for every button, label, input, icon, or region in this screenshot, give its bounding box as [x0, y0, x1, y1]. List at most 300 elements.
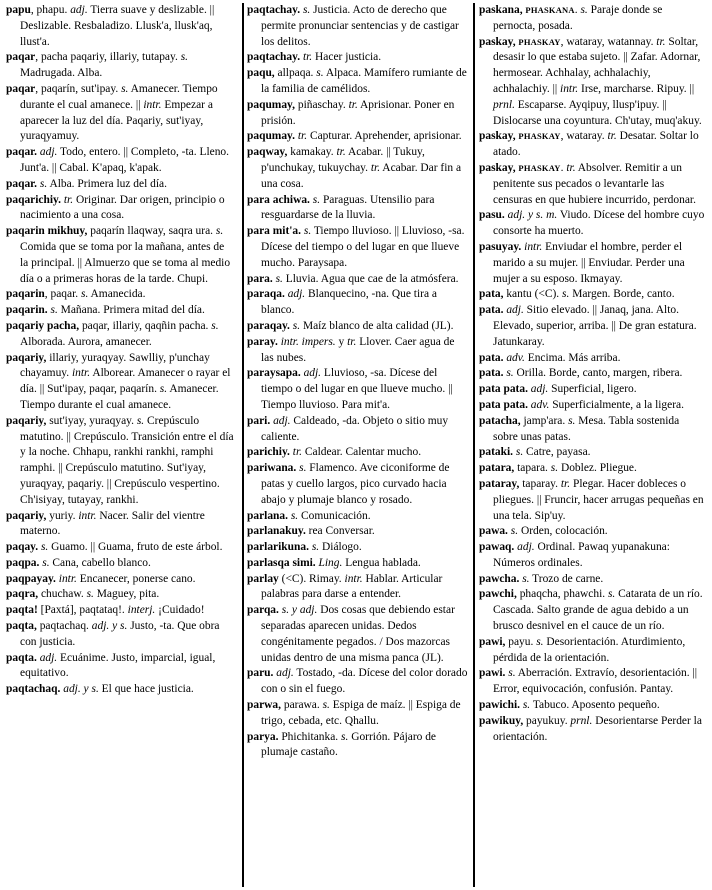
- entry-text: Originar. Dar origen, principio o nacimiento a una cosa.: [20, 193, 225, 222]
- grammar-label: intr. impers.: [280, 335, 336, 348]
- entry-text: payu.: [505, 635, 537, 648]
- dictionary-entry: [247, 335, 468, 367]
- entry-headword: pata pata.: [479, 398, 528, 411]
- grammar-label: tr.: [560, 477, 571, 490]
- grammar-label: tr.: [607, 130, 617, 143]
- entry-text: jamp'ara.: [520, 414, 569, 427]
- entry-text: Plegar. Hacer dobleces o pliegues. || Fruncir, hacer arrugas pequeñas en una tela. Sip'uy.: [493, 477, 704, 522]
- column-divider: [242, 3, 244, 887]
- grammar-label: intr.: [78, 509, 97, 522]
- entry-text: Viudo. Dícese del hombre cuyo consorte ha muerto.: [493, 209, 705, 238]
- entry-text: paqtachaq.: [36, 620, 92, 633]
- variant-smallcaps: PHASKAY: [518, 36, 561, 47]
- entry-headword: parwa,: [247, 699, 281, 712]
- entry-text: Ordinal. Pawaq yupanakuna: Números ordinales.: [493, 541, 670, 569]
- entry-text: Crepúsculo matutino. || Crepúsculo. Transición entre el día y la noche. Chhapu, rankhi rankhi, ramphi ramphi. || Crepúsculo matutino. Sut'iyay, yuraqyay, paqariy. || Crepúsculo vespertino. Ch'isiyay, tutayay, rankhi.: [20, 414, 234, 506]
- dictionary-entry: [479, 351, 706, 367]
- entry-headword: paqarin: [6, 288, 45, 301]
- entry-text: paqarín llaqway, saqra ura.: [87, 225, 216, 238]
- entry-headword: paqariy,: [6, 414, 47, 427]
- dictionary-entry: [247, 556, 468, 572]
- dictionary-entry: [247, 540, 468, 556]
- entry-headword: parlay: [247, 572, 279, 585]
- entry-text: (<C). Rimay.: [278, 572, 345, 585]
- entry-text: Catre, payasa.: [523, 446, 591, 459]
- entry-headword: pata.: [479, 304, 504, 317]
- entry-text: tapara.: [514, 462, 551, 475]
- entry-text: allpaqa.: [274, 67, 317, 80]
- grammar-label: Ling.: [318, 556, 343, 569]
- entry-headword: paqta!: [6, 604, 38, 617]
- entry-headword: patara,: [479, 462, 515, 475]
- entry-text: Desorientarse Perder la orientación.: [493, 714, 702, 743]
- entry-headword: paqumay,: [247, 98, 295, 111]
- dictionary-entry: [247, 66, 468, 98]
- grammar-label: s.: [299, 462, 307, 475]
- entry-text: Orden, colocación.: [518, 525, 608, 538]
- dictionary-entry: [6, 651, 234, 683]
- entry-headword: pawikuy,: [479, 714, 524, 727]
- dictionary-entry: [6, 509, 234, 541]
- grammar-label: s.: [42, 556, 50, 569]
- grammar-label: s.: [515, 446, 524, 459]
- dictionary-entry: [6, 587, 234, 603]
- entry-headword: pawichi.: [479, 699, 520, 712]
- dictionary-entry: [479, 287, 706, 303]
- dictionary-entry: [6, 82, 234, 145]
- entry-headword: paray.: [247, 335, 278, 348]
- entry-text: Comunicación.: [298, 509, 371, 522]
- entry-headword: paru.: [247, 667, 274, 680]
- entry-text: El que hace justicia.: [98, 683, 194, 696]
- dictionary-entry: [479, 366, 706, 382]
- grammar-label: adj.: [70, 4, 88, 16]
- entry-text: Irse, marcharse. Ripuy. ||: [578, 82, 695, 95]
- entry-headword: para achiwa.: [247, 193, 310, 206]
- entry-headword: pataray,: [479, 477, 520, 490]
- entry-headword: paqar.: [6, 177, 38, 190]
- dictionary-entry: [479, 398, 706, 414]
- grammar-label: s.: [292, 319, 301, 332]
- entry-text: Empezar a aparecer la luz del día. Paqariy, sut'iyay, yuraqyamuy.: [20, 98, 213, 143]
- dictionary-entry: [247, 524, 468, 540]
- dictionary-entry: [479, 35, 706, 130]
- entry-text: Lengua hablada.: [342, 556, 421, 569]
- grammar-label: s.: [136, 414, 145, 427]
- grammar-label: interj.: [127, 604, 156, 617]
- entry-headword: paqumay.: [247, 130, 295, 143]
- grammar-label: s.: [303, 225, 312, 238]
- entry-headword: paraqay.: [247, 319, 290, 332]
- dictionary-column-1: [6, 3, 234, 887]
- grammar-label: adj.: [303, 367, 322, 380]
- entry-text: Llover. Caer agua de las nubes.: [261, 335, 455, 364]
- grammar-label: s.: [180, 51, 189, 64]
- entry-headword: pataki.: [479, 446, 514, 459]
- grammar-label: s.: [311, 541, 320, 554]
- grammar-label: tr.: [656, 35, 666, 48]
- variant-smallcaps: PHASKAY: [518, 162, 561, 173]
- dictionary-entry: [6, 540, 234, 556]
- entry-text: Tostado, -da. Dícese del color dorado con o sin el fuego.: [261, 667, 468, 696]
- entry-headword: pata,: [479, 288, 504, 301]
- grammar-label: tr.: [292, 446, 302, 459]
- entry-text: Guamo. || Guama, fruto de este árbol.: [48, 541, 223, 554]
- dictionary-entry: [247, 3, 468, 50]
- entry-headword: parya.: [247, 730, 279, 743]
- entry-text: Cana, cabello blanco.: [49, 556, 151, 569]
- entry-headword: para mit'a.: [247, 225, 302, 238]
- grammar-label: intr.: [560, 82, 579, 95]
- dictionary-entry: [6, 319, 234, 351]
- entry-text: Comida que se toma por la mañana, antes de la principal. || Almuerzo que se toma al medio día o a primeras horas de la tarde. Chupi.: [20, 240, 231, 285]
- entry-text: Espiga de maíz. || Espiga de trigo, cebada, etc. Qhallu.: [261, 699, 461, 727]
- dictionary-entry: [247, 461, 468, 508]
- grammar-label: adj.: [273, 414, 291, 427]
- entry-headword: parlasqa simi.: [247, 556, 316, 569]
- entry-text: piñaschay.: [295, 98, 349, 111]
- entry-text: Doblez. Pliegue.: [558, 462, 637, 475]
- dictionary-entry: [247, 272, 468, 288]
- grammar-label: tr.: [302, 51, 313, 64]
- entry-text: Soltar, desasir lo que estaba sujeto. || Zafar. Adornar, hermosear. Achhalay, achhalachiy, achhalachiy. ||: [493, 35, 701, 95]
- grammar-label: intr.: [524, 240, 543, 253]
- entry-text: Dos cosas que debiendo estar separadas aparecen unidas. Dedos congénitamente pegados. / Dos mazorcas unidas dentro de una misma panca (JL).: [261, 604, 455, 664]
- grammar-label: s.: [580, 4, 588, 16]
- entry-text: ¡Cuidado!: [155, 604, 205, 617]
- dictionary-entry: [247, 603, 468, 666]
- grammar-label: s.: [506, 367, 514, 380]
- entry-text: sut'iyay, yuraqyay.: [46, 414, 137, 427]
- grammar-label: s.: [522, 699, 531, 712]
- entry-text: parawa.: [281, 699, 323, 712]
- entry-text: Trozo de carne.: [529, 572, 604, 585]
- entry-text: Caldear. Calentar mucho.: [302, 446, 422, 459]
- dictionary-entry: [247, 698, 468, 730]
- variant-smallcaps: PHASKAY: [518, 131, 561, 142]
- entry-text: Sitio elevado. || Janaq, jana. Alto. Elevado, superior, arriba. || De gran estatura. Jatunkaray.: [493, 304, 697, 348]
- entry-text: Desorientación. Aturdimiento, pérdida de la orientación.: [493, 635, 686, 664]
- entry-text: Lluvioso, -sa. Dícese del tiempo o del lugar en que llueve mucho. || Tiempo lluvioso. Para mit'a.: [261, 367, 453, 411]
- entry-text: [Paxtá], paqtataq!.: [37, 604, 128, 617]
- dictionary-entry: [479, 240, 706, 287]
- entry-text: , paqarín, sut'ipay.: [35, 82, 122, 95]
- dictionary-entry: [6, 287, 234, 303]
- dictionary-entry: [6, 3, 234, 50]
- entry-headword: paqu,: [247, 67, 275, 80]
- entry-headword: paqay.: [6, 541, 39, 554]
- entry-text: Amanecer. Tiempo durante el cual amanece.: [20, 383, 219, 411]
- entry-text: Capturar. Aprehender, aprisionar.: [307, 130, 462, 143]
- dictionary-entry: [247, 287, 468, 319]
- entry-headword: parqa.: [247, 604, 279, 617]
- entry-text: .: [560, 161, 567, 174]
- grammar-label: adj.: [276, 667, 294, 680]
- grammar-label: adj.: [287, 288, 306, 301]
- entry-headword: pawi.: [479, 667, 506, 680]
- entry-text: illariy, yuraqyay. Sawlliy, p'unchay chayamuy.: [20, 351, 210, 380]
- entry-text: Justicia. Acto de derecho que permite pronunciar sentencias y de castigar los delitos.: [261, 4, 459, 48]
- entry-text: Alba. Primera luz del día.: [47, 177, 167, 190]
- dictionary-entry: [479, 461, 706, 477]
- entry-headword: paqarin mikhuy,: [6, 225, 88, 238]
- entry-headword: paraysapa.: [247, 367, 301, 380]
- entry-text: rea Conversar.: [305, 525, 375, 538]
- entry-headword: parlanakuy.: [247, 525, 306, 538]
- entry-text: Desatar. Soltar lo atado.: [493, 130, 699, 159]
- dictionary-entry: [6, 193, 234, 225]
- entry-text: Alborada. Aurora, amanecer.: [20, 335, 152, 348]
- entry-text: , wataray.: [560, 130, 608, 143]
- variant-smallcaps: PHASKANA: [525, 5, 575, 15]
- grammar-label: s.: [275, 272, 283, 285]
- entry-text: chuchaw.: [38, 588, 87, 601]
- entry-headword: pata pata.: [479, 383, 528, 396]
- entry-text: Tabuco. Aposento pequeño.: [530, 699, 660, 712]
- entry-headword: pawaq.: [479, 541, 515, 554]
- entry-text: Maíz blanco de alta calidad (JL).: [300, 319, 454, 332]
- grammar-label: adj.: [517, 541, 535, 554]
- grammar-label: s.: [50, 304, 58, 317]
- grammar-label: s.: [341, 730, 349, 743]
- dictionary-entry: [247, 193, 468, 225]
- dictionary-entry: [247, 666, 468, 698]
- entry-text: Tiempo lluvioso. || Lluvioso, -sa. Dícese del tiempo o del lugar en que llueve mucho. Paraysapa.: [261, 225, 465, 269]
- grammar-label: s.: [562, 288, 570, 301]
- entry-text: Gorrión. Pájaro de plumaje castaño.: [261, 730, 437, 759]
- dictionary-entry: [6, 414, 234, 509]
- entry-text: Acabar. Dar fin a una cosa.: [261, 161, 462, 190]
- entry-text: kantu (<C).: [503, 288, 563, 301]
- dictionary-entry: [247, 145, 468, 192]
- entry-text: Hacer justicia.: [312, 51, 382, 64]
- entry-text: Encima. Más arriba.: [524, 351, 621, 364]
- entry-headword: paskana,: [479, 4, 523, 16]
- entry-text: Blanquecino, -na. Que tira a blanco.: [261, 288, 437, 317]
- dictionary-entry: [247, 98, 468, 130]
- grammar-label: s.: [607, 588, 616, 601]
- entry-headword: paskay,: [479, 35, 516, 48]
- dictionary-entry: [479, 129, 706, 161]
- entry-text: Aprisionar. Poner en prisión.: [261, 98, 455, 127]
- grammar-label: adv.: [530, 398, 550, 411]
- entry-headword: paqariy pacha,: [6, 319, 80, 332]
- grammar-label: adj.: [39, 146, 58, 159]
- entry-headword: pawi,: [479, 635, 506, 648]
- dictionary-entry: [247, 129, 468, 145]
- entry-text: Hablar. Articular palabras para darse a entender.: [261, 572, 443, 601]
- grammar-label: s.: [121, 82, 129, 95]
- entry-text: Enviudar el hombre, perder el marido a su mujer. || Enviudar. Perder una mujer a su esposo. Ikmayay.: [493, 240, 685, 285]
- dictionary-entry: [247, 445, 468, 461]
- entry-text: Aberración. Extravío, desorientación. || Error, equivocación, confusión. Pantay.: [493, 667, 698, 696]
- entry-headword: paqpayay.: [6, 572, 56, 585]
- grammar-label: adj. y s.: [63, 683, 99, 696]
- dictionary-entry: [479, 572, 706, 588]
- entry-text: Superficial, ligero.: [548, 383, 637, 396]
- dictionary-entry: [247, 50, 468, 66]
- entry-headword: paqar: [6, 51, 36, 64]
- entry-text: y: [335, 335, 348, 348]
- grammar-label: tr.: [297, 130, 308, 143]
- entry-text: .: [574, 4, 581, 16]
- dictionary-entry: [6, 682, 234, 698]
- entry-headword: parichiy.: [247, 446, 290, 459]
- grammar-label: s.: [550, 462, 559, 475]
- entry-headword: paqtachay.: [247, 4, 301, 16]
- entry-text: Encanecer, ponerse cano.: [76, 572, 196, 585]
- entry-headword: papu: [6, 4, 31, 16]
- dictionary-entry: [6, 224, 234, 287]
- entry-headword: paqta.: [6, 651, 37, 664]
- grammar-label: intr.: [71, 367, 91, 380]
- grammar-label: s.: [81, 288, 89, 301]
- entry-headword: paqariy,: [6, 509, 47, 522]
- entry-headword: parlana.: [247, 509, 288, 522]
- entry-text: Nacer. Salir del vientre materno.: [20, 509, 205, 538]
- dictionary-entry: [6, 177, 234, 193]
- dictionary-entry: [479, 382, 706, 398]
- grammar-label: s.: [312, 193, 321, 206]
- grammar-label: intr.: [344, 572, 363, 585]
- grammar-label: prnl.: [493, 98, 515, 111]
- entry-headword: paqta,: [6, 620, 37, 633]
- grammar-label: s.: [215, 225, 224, 238]
- dictionary-entry: [6, 556, 234, 572]
- entry-text: Mesa. Tabla sostenida sobre unas patas.: [493, 414, 680, 443]
- entry-headword: paqarin.: [6, 304, 48, 317]
- entry-text: Orilla. Borde, canto, margen, ribera.: [513, 367, 683, 380]
- grammar-label: s.: [510, 525, 519, 538]
- dictionary-entry: [6, 145, 234, 177]
- grammar-label: s.: [536, 635, 544, 648]
- dictionary-entry: [247, 319, 468, 335]
- entry-text: Maguey, pita.: [93, 588, 160, 601]
- grammar-label: s.: [322, 699, 330, 712]
- entry-text: , pacha paqariy, illariy, tutapay.: [35, 51, 181, 64]
- entry-text: Justo, -ta. Que obra con justicia.: [20, 620, 220, 648]
- grammar-label: s.: [39, 177, 48, 190]
- grammar-label: s. y adj.: [281, 604, 318, 617]
- grammar-label: tr.: [348, 98, 358, 111]
- entry-headword: paqway,: [247, 146, 288, 159]
- entry-text: payukuy.: [523, 714, 571, 727]
- entry-text: , paqar.: [44, 288, 81, 301]
- grammar-label: tr.: [347, 335, 357, 348]
- entry-headword: pawcha.: [479, 572, 520, 585]
- entry-headword: pawa.: [479, 525, 508, 538]
- entry-text: Lluvia. Agua que cae de la atmósfera.: [282, 272, 459, 285]
- entry-headword: pariwana.: [247, 462, 297, 475]
- dictionary-entry: [6, 303, 234, 319]
- grammar-label: adj. y s.: [91, 620, 128, 633]
- grammar-label: s.: [290, 509, 299, 522]
- grammar-label: s.: [316, 67, 324, 80]
- entry-headword: paqtachaq.: [6, 683, 61, 696]
- dictionary-entry: [479, 524, 706, 540]
- dictionary-entry: [6, 603, 234, 619]
- entry-headword: paqtachay.: [247, 51, 301, 64]
- entry-headword: patacha,: [479, 414, 521, 427]
- entry-text: phaqcha, phawchi.: [516, 588, 608, 601]
- grammar-label: adv.: [506, 351, 525, 364]
- dictionary-entry: [479, 540, 706, 572]
- dictionary-entry: [6, 50, 234, 82]
- dictionary-page: [6, 3, 706, 887]
- entry-text: Acabar. || Tukuy, p'unchukay, tukuychay.: [261, 146, 425, 174]
- entry-headword: pata.: [479, 351, 504, 364]
- entry-text: yuriy.: [46, 509, 79, 522]
- dictionary-entry: [479, 445, 706, 461]
- grammar-label: s.: [159, 383, 168, 396]
- dictionary-entry: [247, 414, 468, 446]
- grammar-label: s.: [86, 588, 94, 601]
- entry-text: Amanecer. Tiempo durante el cual amanece. ||: [20, 82, 218, 111]
- grammar-label: adj. y s. m.: [507, 209, 558, 222]
- entry-text: Superficialmente, a la ligera.: [549, 398, 684, 411]
- entry-text: Phichitanka.: [278, 730, 342, 743]
- grammar-label: adj.: [530, 383, 549, 396]
- entry-headword: paqpa.: [6, 556, 40, 569]
- dictionary-entry: [479, 587, 706, 634]
- entry-text: Alpaca. Mamífero rumiante de la familia de camélidos.: [261, 67, 467, 95]
- dictionary-entry: [479, 635, 706, 667]
- entry-text: Absolver. Remitir a un penitente sus pecados o levantarle las censuras en que hubiere incurrido, perdonar.: [493, 161, 696, 206]
- entry-headword: paskay,: [479, 130, 516, 143]
- entry-text: taparay.: [519, 477, 561, 490]
- dictionary-entry: [479, 414, 706, 446]
- grammar-label: intr.: [58, 572, 77, 585]
- entry-text: , wataray, watannay.: [560, 35, 657, 48]
- grammar-label: s.: [302, 4, 311, 16]
- dictionary-entry: [479, 714, 706, 746]
- grammar-label: adj.: [39, 651, 58, 664]
- dictionary-entry: [247, 572, 468, 604]
- entry-text: paqar, illariy, qaqñin pacha.: [79, 319, 212, 332]
- grammar-label: tr.: [370, 161, 381, 174]
- dictionary-entry: [247, 509, 468, 525]
- dictionary-entry: [479, 666, 706, 698]
- entry-headword: paqar: [6, 82, 36, 95]
- entry-text: Ecuánime. Justo, imparcial, igual, equitativo.: [20, 651, 216, 680]
- grammar-label: s.: [508, 667, 516, 680]
- dictionary-column-2: [247, 3, 468, 887]
- dictionary-column-3: [479, 3, 706, 887]
- entry-text: Escaparse. Ayqipuy, llusp'ipuy. || Dislocarse una coyuntura. Ch'utay, muq'akuy.: [493, 98, 702, 127]
- grammar-label: s.: [40, 541, 49, 554]
- entry-headword: para.: [247, 272, 273, 285]
- grammar-label: s.: [522, 572, 530, 585]
- dictionary-entry: [6, 351, 234, 414]
- dictionary-entry: [247, 366, 468, 413]
- entry-text: Tierra suave y deslizable. || Deslizable. Resbaladizo. Llusk'a, llusk'aq, llust'a.: [20, 4, 215, 48]
- grammar-label: s.: [211, 319, 219, 332]
- entry-text: Todo, entero. || Completo, -ta. Lleno. Junt'a. || Cabal. K'apaq, k'apak.: [20, 146, 229, 174]
- entry-text: Margen. Borde, canto.: [569, 288, 675, 301]
- dictionary-entry: [6, 619, 234, 651]
- dictionary-entry: [479, 161, 706, 208]
- entry-text: Madrugada. Alba.: [20, 67, 103, 80]
- entry-text: kamakay.: [287, 146, 337, 159]
- entry-text: Diálogo.: [319, 541, 362, 554]
- entry-headword: pari.: [247, 414, 271, 427]
- grammar-label: tr.: [336, 146, 346, 159]
- grammar-label: intr.: [143, 98, 162, 111]
- dictionary-entry: [479, 208, 706, 240]
- entry-headword: parlarikuna.: [247, 541, 309, 554]
- column-divider: [473, 3, 475, 887]
- dictionary-entry: [479, 3, 706, 35]
